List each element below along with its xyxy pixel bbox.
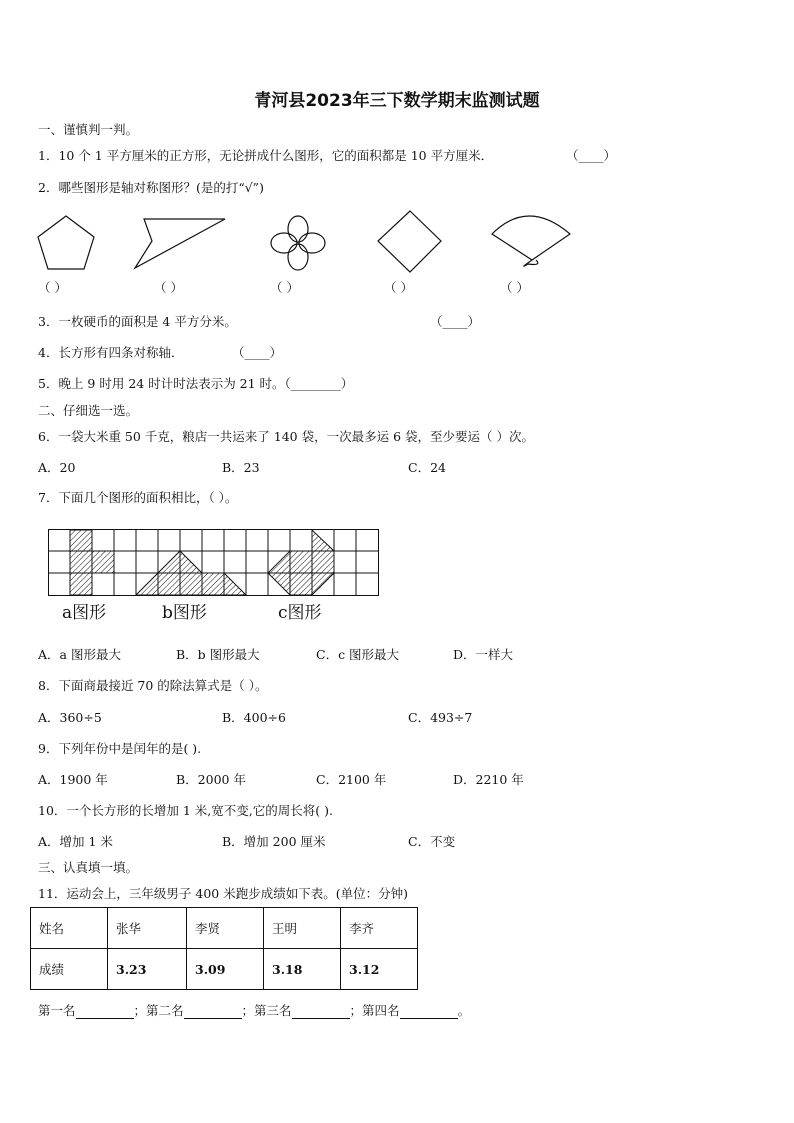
- figure-label-b: b图形: [162, 603, 207, 623]
- table-cell: 姓名: [31, 908, 108, 949]
- option-7a: A．a 图形最大: [38, 647, 121, 662]
- rank-blank-2[interactable]: [184, 1003, 242, 1019]
- answer-paren-2c: （ ）: [270, 280, 299, 295]
- q2-shapes: [30, 208, 590, 278]
- option-7b: B．b 图形最大: [176, 647, 260, 662]
- question-6: 6．一袋大米重 50 千克，粮店一共运来了 140 袋，一次最多运 6 袋，至少要运（ ）次。: [38, 429, 534, 444]
- section-heading-1: 一、谨慎判一判。: [38, 122, 139, 137]
- question-3: 3．一枚硬币的面积是 4 平方分米。: [38, 314, 237, 329]
- rank-blank-1[interactable]: [76, 1003, 134, 1019]
- answer-paren-2b: （ ）: [154, 280, 183, 295]
- figure-label-a: a图形: [62, 603, 107, 623]
- rank-blank-3[interactable]: [292, 1003, 350, 1019]
- pentagon-shape: [38, 216, 94, 269]
- table-cell: 3.09: [187, 949, 264, 990]
- option-8a: A．360÷5: [38, 710, 102, 725]
- table-cell: 张华: [108, 908, 187, 949]
- answer-paren-2d: （ ）: [384, 280, 413, 295]
- question-11: 11．运动会上，三年级男子 400 米跑步成绩如下表。(单位：分钟): [38, 886, 408, 901]
- option-6a: A．20: [38, 460, 76, 475]
- rank-label-2: ；第二名: [133, 1003, 184, 1018]
- answer-paren-3: （____）: [430, 314, 481, 329]
- question-8: 8．下面商最接近 70 的除法算式是（ ）。: [38, 678, 268, 693]
- fan-shape: [492, 216, 570, 266]
- answer-paren-4: （____）: [232, 345, 283, 360]
- table-cell: 3.18: [264, 949, 341, 990]
- question-9: 9．下列年份中是闰年的是( ).: [38, 741, 202, 756]
- rank-label-4: ；第四名: [349, 1003, 400, 1018]
- question-10: 10．一个长方形的长增加 1 米,宽不变,它的周长将( ).: [38, 803, 333, 818]
- section-heading-3: 三、认真填一填。: [38, 860, 139, 875]
- page-title: 青河县2023年三下数学期末监测试题: [254, 91, 540, 111]
- ranking-line: [38, 1001, 470, 1019]
- table-row: [31, 949, 418, 990]
- table-cell: 成绩: [31, 949, 108, 990]
- figure-label-c: c图形: [278, 603, 322, 623]
- rank-label-1: 第一名: [38, 1003, 76, 1018]
- option-9a: A．1900 年: [38, 772, 108, 787]
- question-2: 2．哪些图形是轴对称图形？(是的打“√”): [38, 180, 264, 195]
- answer-paren-2e: （ ）: [500, 280, 529, 295]
- rank-label-3: ；第三名: [241, 1003, 292, 1018]
- option-9b: B．2000 年: [176, 772, 246, 787]
- section-heading-2: 二、仔细选一选。: [38, 403, 139, 418]
- table-cell: 李齐: [341, 908, 418, 949]
- table-cell: 3.23: [108, 949, 187, 990]
- question-4: 4．长方形有四条对称轴．: [38, 345, 184, 360]
- option-9d: D．2210 年: [453, 772, 524, 787]
- option-8c: C．493÷7: [408, 710, 473, 725]
- q7-grid-figure: [48, 529, 382, 597]
- answer-paren-1: （____）: [566, 148, 617, 163]
- option-10c: C．不变: [408, 834, 456, 849]
- option-10a: A．增加 1 米: [38, 834, 113, 849]
- option-8b: B．400÷6: [222, 710, 286, 725]
- shape-c: [268, 530, 334, 595]
- answer-paren-2a: （ ）: [38, 280, 67, 295]
- option-7c: C．c 图形最大: [316, 647, 400, 662]
- question-5: 5．晚上 9 时用 24 时计时法表示为 21 时。（________）: [38, 376, 354, 391]
- option-7d: D．一样大: [453, 647, 514, 662]
- option-10b: B．增加 200 厘米: [222, 834, 326, 849]
- option-9c: C．2100 年: [316, 772, 387, 787]
- diamond-shape: [378, 211, 441, 272]
- score-table: [30, 907, 418, 990]
- triangle-shape: [135, 219, 225, 268]
- table-cell: 3.12: [341, 949, 418, 990]
- table-cell: 李贤: [187, 908, 264, 949]
- question-1: 1．10 个 1 平方厘米的正方形，无论拼成什么图形，它的面积都是 10 平方厘米．: [38, 148, 494, 163]
- rank-blank-4[interactable]: [400, 1003, 458, 1019]
- table-row: [31, 908, 418, 949]
- table-cell: 王明: [264, 908, 341, 949]
- option-6c: C．24: [408, 460, 446, 475]
- flower-shape: [271, 216, 325, 270]
- option-6b: B．23: [222, 460, 260, 475]
- rank-end: 。: [457, 1003, 471, 1018]
- question-7: 7．下面几个图形的面积相比，（ ）。: [38, 490, 238, 505]
